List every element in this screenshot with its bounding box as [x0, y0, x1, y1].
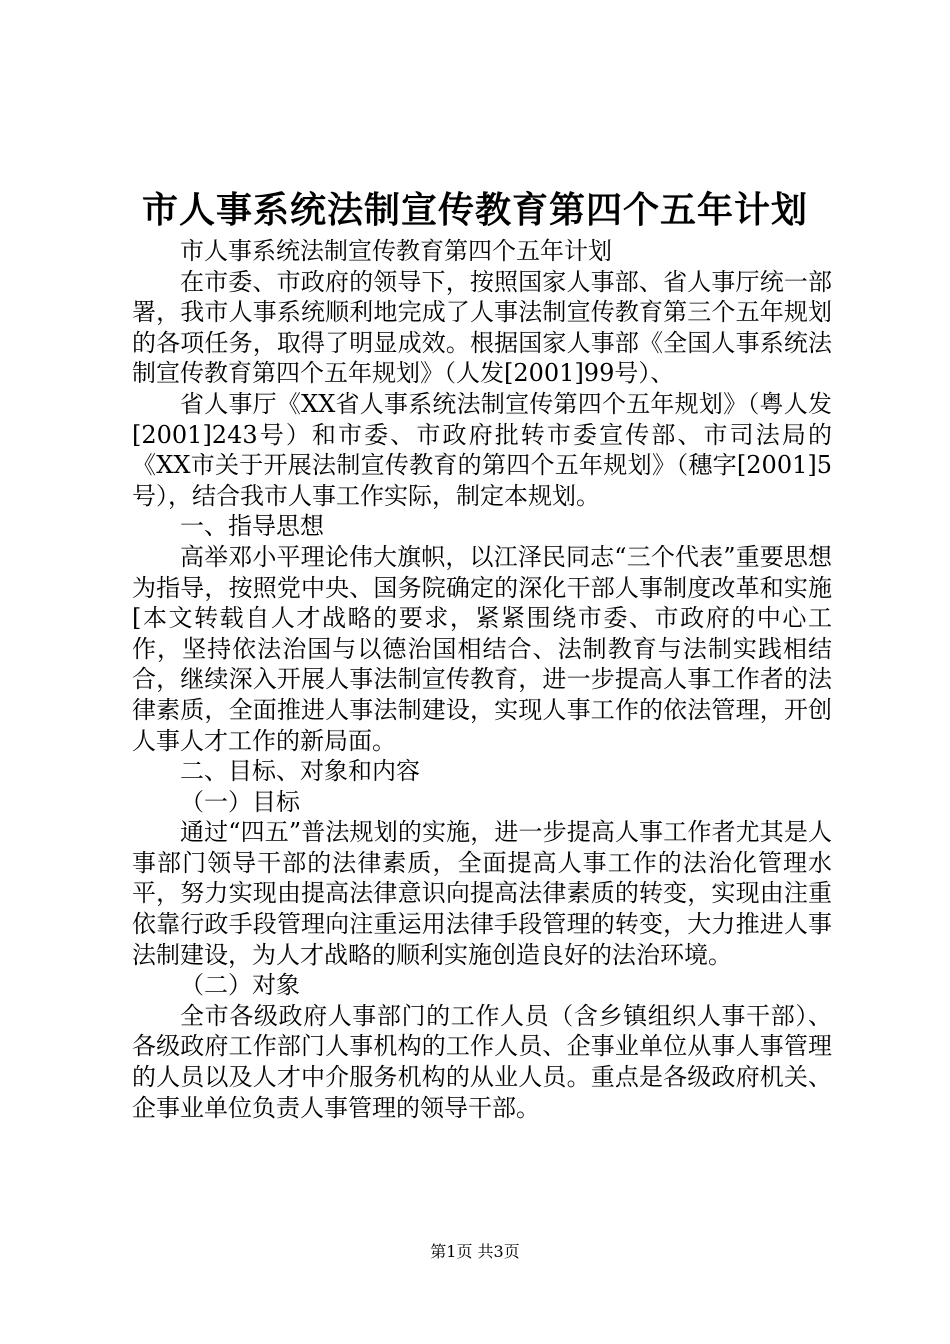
- paragraph-heading-repeat: 市人事系统法制宣传教育第四个五年计划: [180, 237, 612, 265]
- paragraph-intro: 在市委、市政府的领导下，按照国家人事部、省人事厅统一部署，我市人事系统顺利地完成了人事法制宣传教育第三个五年规划的各项任务，取得了明显成效。根据国家人事部《全国人事系统法制宣传教育第四个五年规划》（人发[2001]99号）、: [132, 267, 832, 388]
- page-number-footer: 第1页 共3页: [430, 1242, 520, 1261]
- paragraph-guiding-ideology: 高举邓小平理论伟大旗帜，以江泽民同志“三个代表”重要思想为指导，按照党中央、国务院确定的深化干部人事制度改革和实施[本文转载自人才战略的要求，紧紧围绕市委、市政府的中心工作，坚持依法治国与以德治国相结合、法制教育与法制实践相结合，继续深入开展人事法制宣传教育，进一步提高人事工作者的法律素质，全面推进人事法制建设，实现人事工作的依法管理，开创人事人才工作的新局面。: [132, 542, 832, 755]
- paragraph-target: 全市各级政府人事部门的工作人员（含乡镇组织人事干部）、各级政府工作部门人事机构的工作人员、企事业单位从事人事管理的人员以及人才中介服务机构的从业人员。重点是各级政府机关、企事业单位负责人事管理的领导干部。: [132, 1001, 832, 1122]
- subsection-heading-goal: （一）目标: [180, 787, 300, 816]
- paragraph-basis: 省人事厅《XX省人事系统法制宣传第四个五年规划》（粤人发[2001]243号）和市委、市政府批转市委宣传部、市司法局的《XX市关于开展法制宣传教育的第四个五年规划》（穗字[2001]5号），结合我市人事工作实际，制定本规划。: [132, 389, 832, 510]
- document-body: [132, 236, 832, 1123]
- paragraph-goal: 通过“四五”普法规划的实施，进一步提高人事工作者尤其是人事部门领导干部的法律素质，全面提高人事工作的法治化管理水平，努力实现由提高法律意识向提高法律素质的转变，实现由注重依靠行政手段管理向注重运用法律手段管理的转变，大力推进人事法制建设，为人才战略的顺利实施创造良好的法治环境。: [132, 818, 832, 969]
- section-heading-goals: 二、目标、对象和内容: [180, 757, 420, 786]
- document-title: 市人事系统法制宣传教育第四个五年计划: [141, 189, 808, 231]
- subsection-heading-target: （二）对象: [180, 971, 300, 1000]
- section-heading-guiding-ideology: 一、指导思想: [180, 512, 324, 541]
